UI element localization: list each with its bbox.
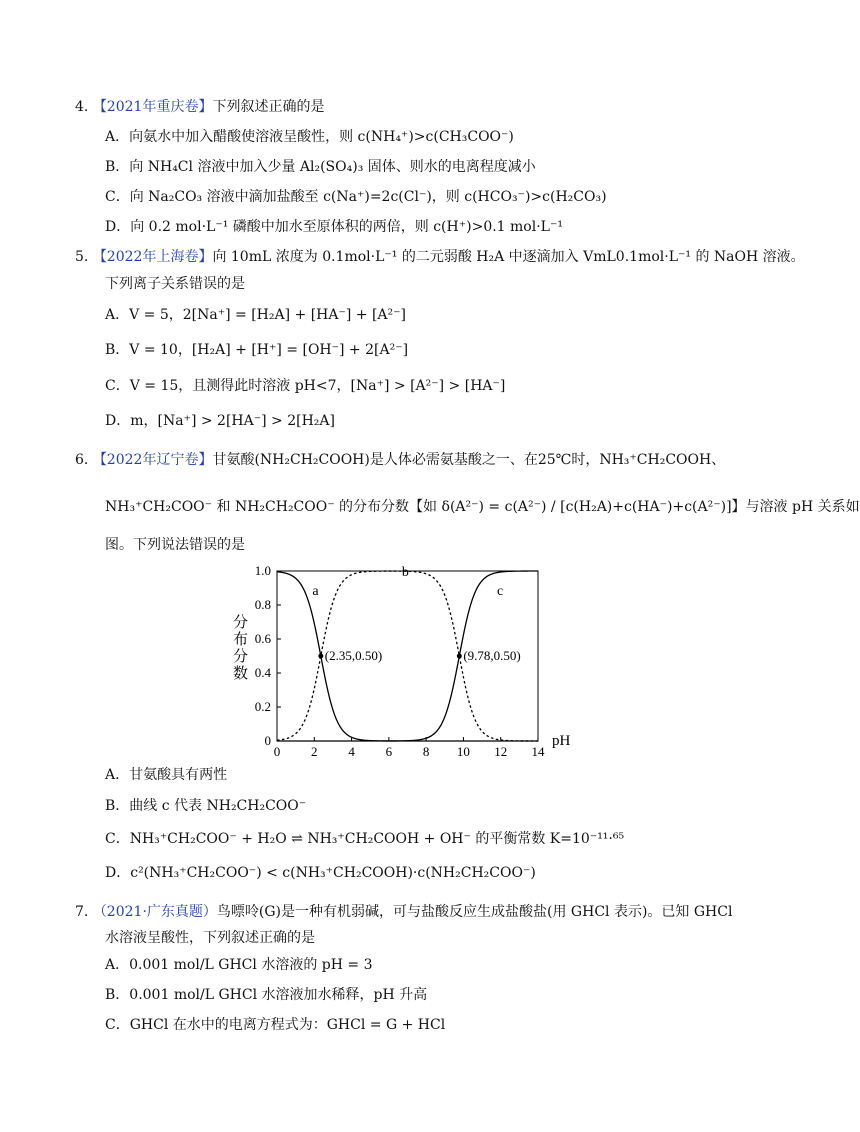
- q5-option-d: D．m，[Na⁺] > 2[HA⁻] > 2[H₂A]: [105, 413, 335, 429]
- q6-stem: 甘氨酸(NH₂CH₂COOH)是人体必需氨基酸之一、在25℃时，NH₃⁺CH₂COOH、: [212, 452, 726, 468]
- x-axis-label: pH: [552, 733, 571, 749]
- q7-option-c: C．GHCl 在水中的电离方程式为：GHCl = G + HCl: [105, 1017, 446, 1033]
- intersection-point: [457, 654, 462, 659]
- series-label-c: c: [496, 583, 504, 599]
- q5-source: 【2022年上海卷】: [92, 249, 213, 265]
- q4-header: [75, 97, 324, 117]
- q5-stem-2: 下列离子关系错误的是: [105, 276, 245, 292]
- x-tick-label: 12: [494, 744, 508, 759]
- q6-stem-3: 图。下列说法错误的是: [105, 537, 245, 553]
- q4-option-d: D．向 0.2 mol·L⁻¹ 磷酸中加水至原体积的两倍，则 c(H⁺)>0.1 mol·L⁻¹: [105, 219, 563, 235]
- q7-number: 7.: [75, 904, 89, 920]
- q6-option-a: A．甘氨酸具有两性: [105, 767, 228, 783]
- y-tick-label: 0.2: [254, 699, 271, 714]
- intersection-point: [318, 654, 323, 659]
- y-tick-label: 0.6: [254, 631, 271, 646]
- x-tick-label: 0: [273, 744, 281, 759]
- q5-header: [75, 247, 805, 267]
- series-label-a: a: [312, 583, 319, 599]
- y-axis-label-char: 数: [233, 666, 249, 682]
- x-tick-label: 10: [456, 744, 470, 759]
- y-tick-label: 0.4: [254, 665, 271, 680]
- q4-source: 【2021年重庆卷】: [92, 99, 213, 115]
- x-tick-label: 2: [311, 744, 318, 759]
- distribution-chart: [225, 555, 585, 759]
- q4-stem: 下列叙述正确的是: [212, 99, 325, 115]
- q5-number: 5.: [75, 249, 89, 265]
- intersection-annotation: (9.78,0.50): [463, 648, 521, 663]
- q5-stem: 向 10mL 浓度为 0.1mol·L⁻¹ 的二元弱酸 H₂A 中逐滴加入 VmL0.1mol·L⁻¹ 的 NaOH 溶液。: [212, 249, 805, 265]
- y-axis-label-char: 分: [233, 649, 249, 665]
- y-tick-label: 1.0: [254, 563, 271, 578]
- q5-option-b: B．V = 10，[H₂A] + [H⁺] = [OH⁻] + 2[A²⁻]: [105, 342, 409, 358]
- y-axis-label-char: 布: [233, 632, 249, 648]
- q7-stem-2: 水溶液呈酸性，下列叙述正确的是: [105, 930, 315, 946]
- x-tick-label: 14: [531, 744, 545, 759]
- q6-source: 【2022年辽宁卷】: [92, 452, 213, 468]
- q5-option-a: A．V = 5，2[Na⁺] = [H₂A] + [HA⁻] + [A²⁻]: [105, 307, 406, 323]
- q6-option-c: C．NH₃⁺CH₂COO⁻ + H₂O ⇌ NH₃⁺CH₂COOH + OH⁻ 的平衡常数 K=10⁻¹¹·⁶⁵: [105, 831, 625, 847]
- q4-option-c: C．向 Na₂CO₃ 溶液中滴加盐酸至 c(Na⁺)=2c(Cl⁻)，则 c(HCO₃⁻)>c(H₂CO₃): [105, 189, 607, 205]
- x-tick-label: 6: [385, 744, 393, 759]
- q6-option-b: B．曲线 c 代表 NH₂CH₂COO⁻: [105, 798, 307, 814]
- q7-source: （2021·广东真题）: [92, 904, 217, 920]
- q4-option-b: B．向 NH₄Cl 溶液中加入少量 Al₂(SO₄)₃ 固体、则水的电离程度减小: [105, 159, 536, 175]
- q4-number: 4.: [75, 99, 89, 115]
- chart-labels: [233, 565, 571, 749]
- q6-option-d: D．c²(NH₃⁺CH₂COO⁻) < c(NH₃⁺CH₂COOH)·c(NH₂CH₂COO⁻): [105, 865, 536, 881]
- q6-header: [75, 450, 725, 470]
- x-tick-label: 8: [422, 744, 430, 759]
- q7-option-a: A．0.001 mol/L GHCl 水溶液的 pH = 3: [105, 957, 373, 973]
- q6-number: 6.: [75, 452, 89, 468]
- y-tick-label: 0.8: [254, 597, 271, 612]
- q7-stem: 鸟嘌呤(G)是一种有机弱碱，可与盐酸反应生成盐酸盐(用 GHCl 表示)。已知 GHCl: [216, 904, 733, 920]
- y-axis-label-char: 分: [233, 615, 249, 631]
- y-tick-label: 0: [264, 733, 271, 748]
- q7-option-b: B．0.001 mol/L GHCl 水溶液加水稀释，pH 升高: [105, 987, 428, 1003]
- q7-header: [75, 902, 732, 922]
- x-tick-label: 4: [348, 744, 355, 759]
- q6-stem-2: NH₃⁺CH₂COO⁻ 和 NH₂CH₂COO⁻ 的分布分数【如 δ(A²⁻) = c(A²⁻) / [c(H₂A)+c(HA⁻)+c(A²⁻)]】与溶液 pH 关系如: [105, 499, 860, 515]
- q4-option-a: A．向氨水中加入醋酸使溶液呈酸性，则 c(NH₄⁺)>c(CH₃COO⁻): [105, 129, 514, 145]
- intersection-annotation: (2.35,0.50): [324, 648, 383, 663]
- series-label-b: b: [401, 565, 409, 581]
- q5-option-c: C．V = 15，且测得此时溶液 pH<7，[Na⁺] > [A²⁻] > [HA⁻]: [105, 378, 506, 394]
